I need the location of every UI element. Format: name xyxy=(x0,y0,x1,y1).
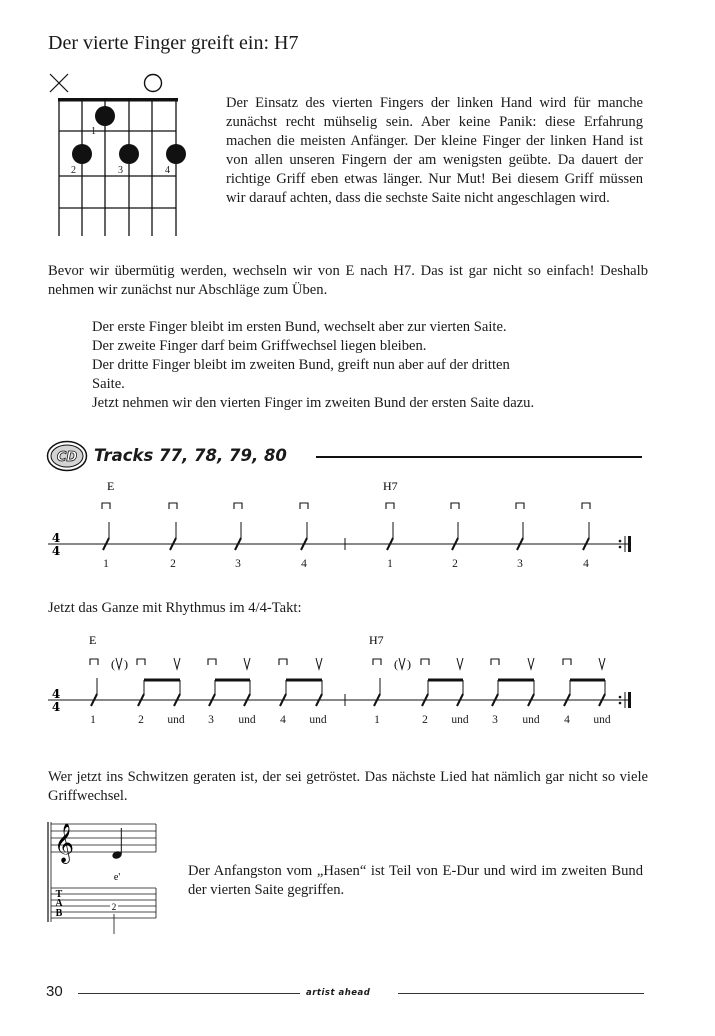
instruction-list xyxy=(92,318,612,413)
count-label: 2 xyxy=(422,714,428,726)
chord-diagram-h7 xyxy=(44,68,194,240)
heading-rule xyxy=(316,456,642,458)
tab-letter-t: T xyxy=(55,889,63,900)
paragraph-hasen: Der Anfangston vom „Hasen“ ist Teil von E-Dur und wird im zweiten Bund der vierten Saite gegriffen. xyxy=(188,863,643,898)
count-label: 4 xyxy=(301,558,307,570)
upstroke-icon xyxy=(399,658,405,669)
paren-close: ) xyxy=(407,657,411,671)
count-label: 2 xyxy=(452,558,458,570)
tab-letter-a: A xyxy=(55,898,63,909)
time-signature-top: 4 xyxy=(51,687,61,701)
count-label: 1 xyxy=(90,714,96,726)
finger-dot-1 xyxy=(95,106,115,126)
rhythm-staff-1 xyxy=(44,478,664,578)
instruction-line: Der erste Finger bleibt im ersten Bund, wechselt aber zur vierten Saite. xyxy=(92,319,507,335)
finger-number-1: 1 xyxy=(91,126,96,137)
count-label: 4 xyxy=(280,714,286,726)
count-label: 3 xyxy=(517,558,523,570)
finger-dot-4 xyxy=(166,144,186,164)
paragraph-change-chords: Bevor wir übermütig werden, wechseln wir von E nach H7. Das ist gar nicht so einfach! Deshalb nehmen wir zunächst nur Abschläge zum Üben. xyxy=(48,263,648,298)
downstroke-icon xyxy=(491,659,499,665)
count-label: und xyxy=(593,714,611,726)
finger-dot-3 xyxy=(119,144,139,164)
count-label: 3 xyxy=(235,558,241,570)
downstroke-icon xyxy=(137,659,145,665)
downstroke-icon xyxy=(516,503,524,509)
paren-close: ) xyxy=(124,657,128,671)
count-label: 3 xyxy=(492,714,498,726)
instruction-line: Jetzt nehmen wir den vierten Finger im zweiten Bund der ersten Saite dazu. xyxy=(92,395,535,411)
count-label: und xyxy=(167,714,185,726)
downstroke-icon xyxy=(563,659,571,665)
instruction-line: Der dritte Finger bleibt im zweiten Bund, greift nun aber auf der dritten xyxy=(92,357,510,373)
downstroke-icon xyxy=(582,503,590,509)
time-signature-bottom: 4 xyxy=(51,544,61,558)
chord-label-h7: H7 xyxy=(369,633,384,647)
time-signature-top: 4 xyxy=(51,531,61,545)
chord-label-h7: H7 xyxy=(383,479,398,493)
count-label: 4 xyxy=(583,558,589,570)
downstroke-icon xyxy=(169,503,177,509)
downstroke-icon xyxy=(421,659,429,665)
count-label: 3 xyxy=(208,714,214,726)
downstroke-icon xyxy=(386,503,394,509)
count-label: und xyxy=(309,714,327,726)
notation-tab-snippet xyxy=(44,818,164,938)
svg-text:CD: CD xyxy=(56,450,78,465)
downstroke-icon xyxy=(234,503,242,509)
paragraph-comfort: Wer jetzt ins Schwitzen geraten ist, der sei getröstet. Das nächste Lied hat nämlich gar nicht so viele Griffwechsel. xyxy=(48,769,648,804)
time-signature-bottom: 4 xyxy=(51,700,61,714)
footer-rule-right xyxy=(398,993,644,994)
count-label: 1 xyxy=(103,558,109,570)
finger-number-2: 2 xyxy=(71,165,76,176)
intro-paragraph: Der Einsatz des vierten Fingers der linken Hand wird für manche zunächst recht mühselig sein. Aber keine Panik: diese Erfahrung machen die meisten Anfänger. Der kleine Finger der linken Hand ist von allen unseren Fingern der am wenigsten geübte. Da dauert der richtige Griff eben etwas länger. Nur Mut! Bei diesem Griff müssen wir darauf achten, dass die sechste Saite nicht angeschlagen wird. xyxy=(226,95,643,206)
upstroke-icon xyxy=(116,658,122,669)
paren-open: ( xyxy=(394,657,398,671)
downstroke-icon xyxy=(279,659,287,665)
count-label: 1 xyxy=(387,558,393,570)
count-label: 1 xyxy=(374,714,380,726)
downstroke-icon xyxy=(300,503,308,509)
tab-fret-number: 2 xyxy=(111,902,117,912)
footer-rule-left xyxy=(78,993,300,994)
upstroke-icon xyxy=(457,658,463,669)
upstroke-icon xyxy=(244,658,250,669)
treble-clef-icon: 𝄞 xyxy=(54,823,75,863)
count-label: 4 xyxy=(564,714,570,726)
downstroke-icon xyxy=(451,503,459,509)
upstroke-icon xyxy=(174,658,180,669)
instruction-line: Der zweite Finger darf beim Griffwechsel liegen bleiben. xyxy=(92,338,427,354)
finger-number-4: 4 xyxy=(165,165,170,176)
upstroke-icon xyxy=(528,658,534,669)
count-label: 2 xyxy=(138,714,144,726)
paragraph-rhythm: Jetzt das Ganze mit Rhythmus im 4/4-Takt: xyxy=(48,600,302,616)
downstroke-icon xyxy=(373,659,381,665)
count-label: und xyxy=(451,714,469,726)
upstroke-icon xyxy=(599,658,605,669)
count-label: und xyxy=(522,714,540,726)
upstroke-icon xyxy=(316,658,322,669)
cd-icon xyxy=(46,440,88,472)
rhythm-staff-2 xyxy=(44,630,664,730)
page-title: Der vierte Finger greift ein: H7 xyxy=(48,32,299,54)
finger-dot-2 xyxy=(72,144,92,164)
brand-logo: artist ahead xyxy=(306,988,371,998)
downstroke-icon xyxy=(208,659,216,665)
tab-letter-b: B xyxy=(55,908,63,919)
paren-open: ( xyxy=(111,657,115,671)
note-name-label: e' xyxy=(113,872,121,883)
count-label: und xyxy=(238,714,256,726)
instruction-line: Saite. xyxy=(92,376,125,392)
tracks-heading: Tracks 77, 78, 79, 80 xyxy=(94,446,287,465)
finger-number-3: 3 xyxy=(118,165,123,176)
downstroke-icon xyxy=(102,503,110,509)
chord-label-e: E xyxy=(89,633,97,647)
chord-label-e: E xyxy=(107,479,115,493)
count-label: 2 xyxy=(170,558,176,570)
downstroke-icon xyxy=(90,659,98,665)
page-number: 30 xyxy=(46,983,63,1000)
